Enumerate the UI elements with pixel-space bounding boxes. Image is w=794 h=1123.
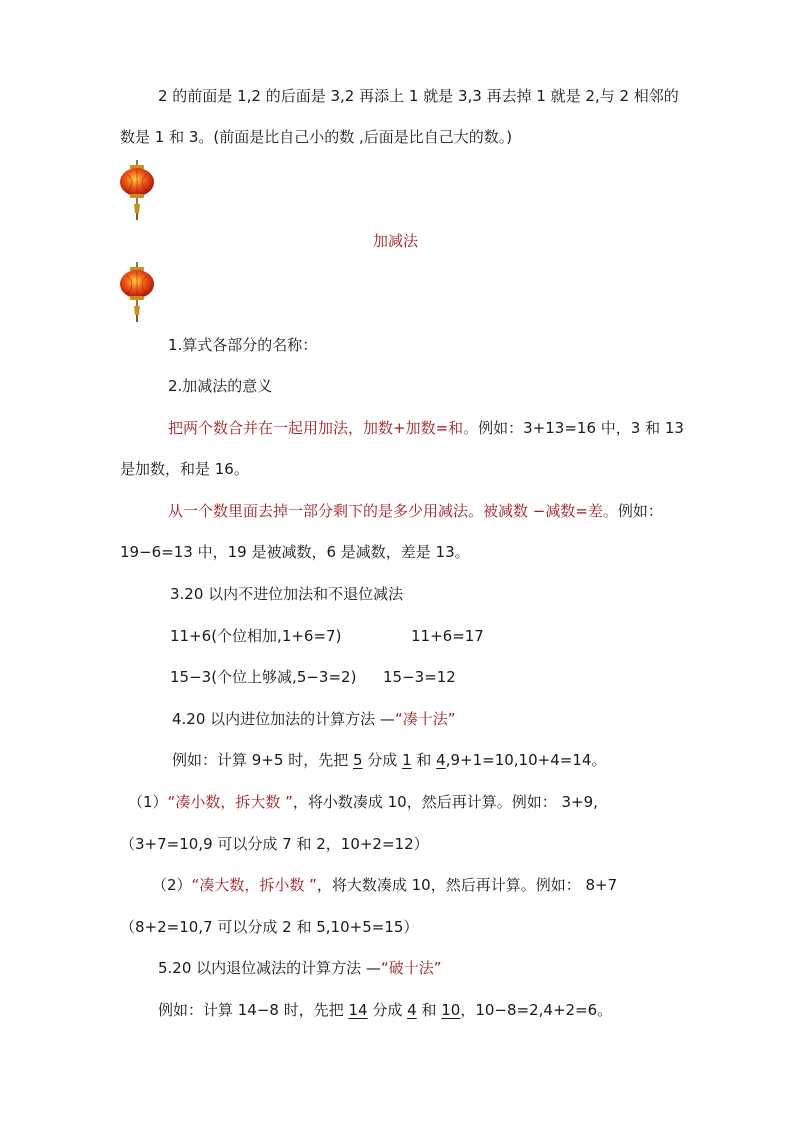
method-1-name: “凑小数，拆大数 ” — [167, 793, 293, 811]
item-5-method: “破十法” — [380, 959, 442, 977]
underlined-number: 14 — [348, 1001, 368, 1019]
subtraction-example-cont: 19−6=13 中，19 是被减数，6 是减数，差是 13。 — [120, 543, 470, 561]
addition-example: 例如：3+13=16 中，3 和 13 — [478, 419, 684, 437]
underlined-number: 5 — [352, 751, 363, 769]
addition-definition: 把两个数合并在一起用加法，加数+加数=和。 — [168, 419, 479, 437]
item-3: 3.20 以内不进位加法和不退位减法 — [170, 585, 404, 603]
subtraction-example-label: 例如： — [617, 502, 663, 520]
item-2: 2.加减法的意义 — [168, 377, 273, 395]
addition-example-cont: 是加数，和是 16。 — [120, 460, 249, 478]
item-4-label: 4.20 以内进位加法的计算方法 — — [172, 710, 395, 728]
example-addition-step: 11+6(个位相加,1+6=7) — [170, 627, 342, 645]
item-1: 1.算式各部分的名称： — [168, 336, 318, 354]
underlined-number: 1 — [402, 751, 412, 769]
lantern-icon — [117, 160, 157, 222]
addition-meaning-line — [168, 418, 684, 438]
underlined-number: 4 — [407, 1001, 417, 1019]
method-1-line: （1）“凑小数，拆大数 ”，将小数凑成 10，然后再计算。例如： 3+9, — [128, 793, 598, 811]
method-2-name: “凑大数，拆小数 ” — [191, 876, 317, 894]
subtraction-meaning-line — [168, 501, 663, 521]
section-title: 加减法 — [373, 232, 419, 250]
example-subtraction-step: 15−3(个位上够减,5−3=2) — [170, 668, 357, 686]
item-5 — [158, 958, 441, 978]
intro-line-2: 数是 1 和 3。(前面是比自己小的数 ,后面是比自己大的数。) — [120, 128, 513, 146]
item-4 — [172, 709, 455, 729]
method-2-line: （2）“凑大数，拆小数 ”，将大数凑成 10，然后再计算。例如： 8+7 — [152, 876, 618, 894]
item-5-example: 例如：计算 14−8 时，先把 14 分成 4 和 10，10−8=2,4+2=6。 — [158, 1001, 613, 1019]
intro-line-1: 2 的前面是 1,2 的后面是 3,2 再添上 1 就是 3,3 再去掉 1 就是 2,与 2 相邻的 — [158, 87, 679, 105]
lantern-icon — [117, 262, 157, 324]
item-4-method: “凑十法” — [394, 710, 456, 728]
method-2-example: （8+2=10,7 可以分成 2 和 5,10+5=15） — [120, 918, 419, 936]
subtraction-definition: 从一个数里面去掉一部分剩下的是多少用减法。被减数 −减数=差。 — [168, 502, 618, 520]
item-5-label: 5.20 以内退位减法的计算方法 — — [158, 959, 381, 977]
example-addition-result: 11+6=17 — [411, 627, 484, 645]
example-subtraction-result: 15−3=12 — [383, 668, 456, 686]
underlined-number: 4 — [436, 751, 446, 769]
underlined-number: 10 — [441, 1001, 461, 1019]
method-1-example: （3+7=10,9 可以分成 7 和 2，10+2=12） — [120, 835, 429, 853]
item-4-example: 例如：计算 9+5 时，先把 5 分成 1 和 4,9+1=10,10+4=14。 — [172, 751, 607, 769]
